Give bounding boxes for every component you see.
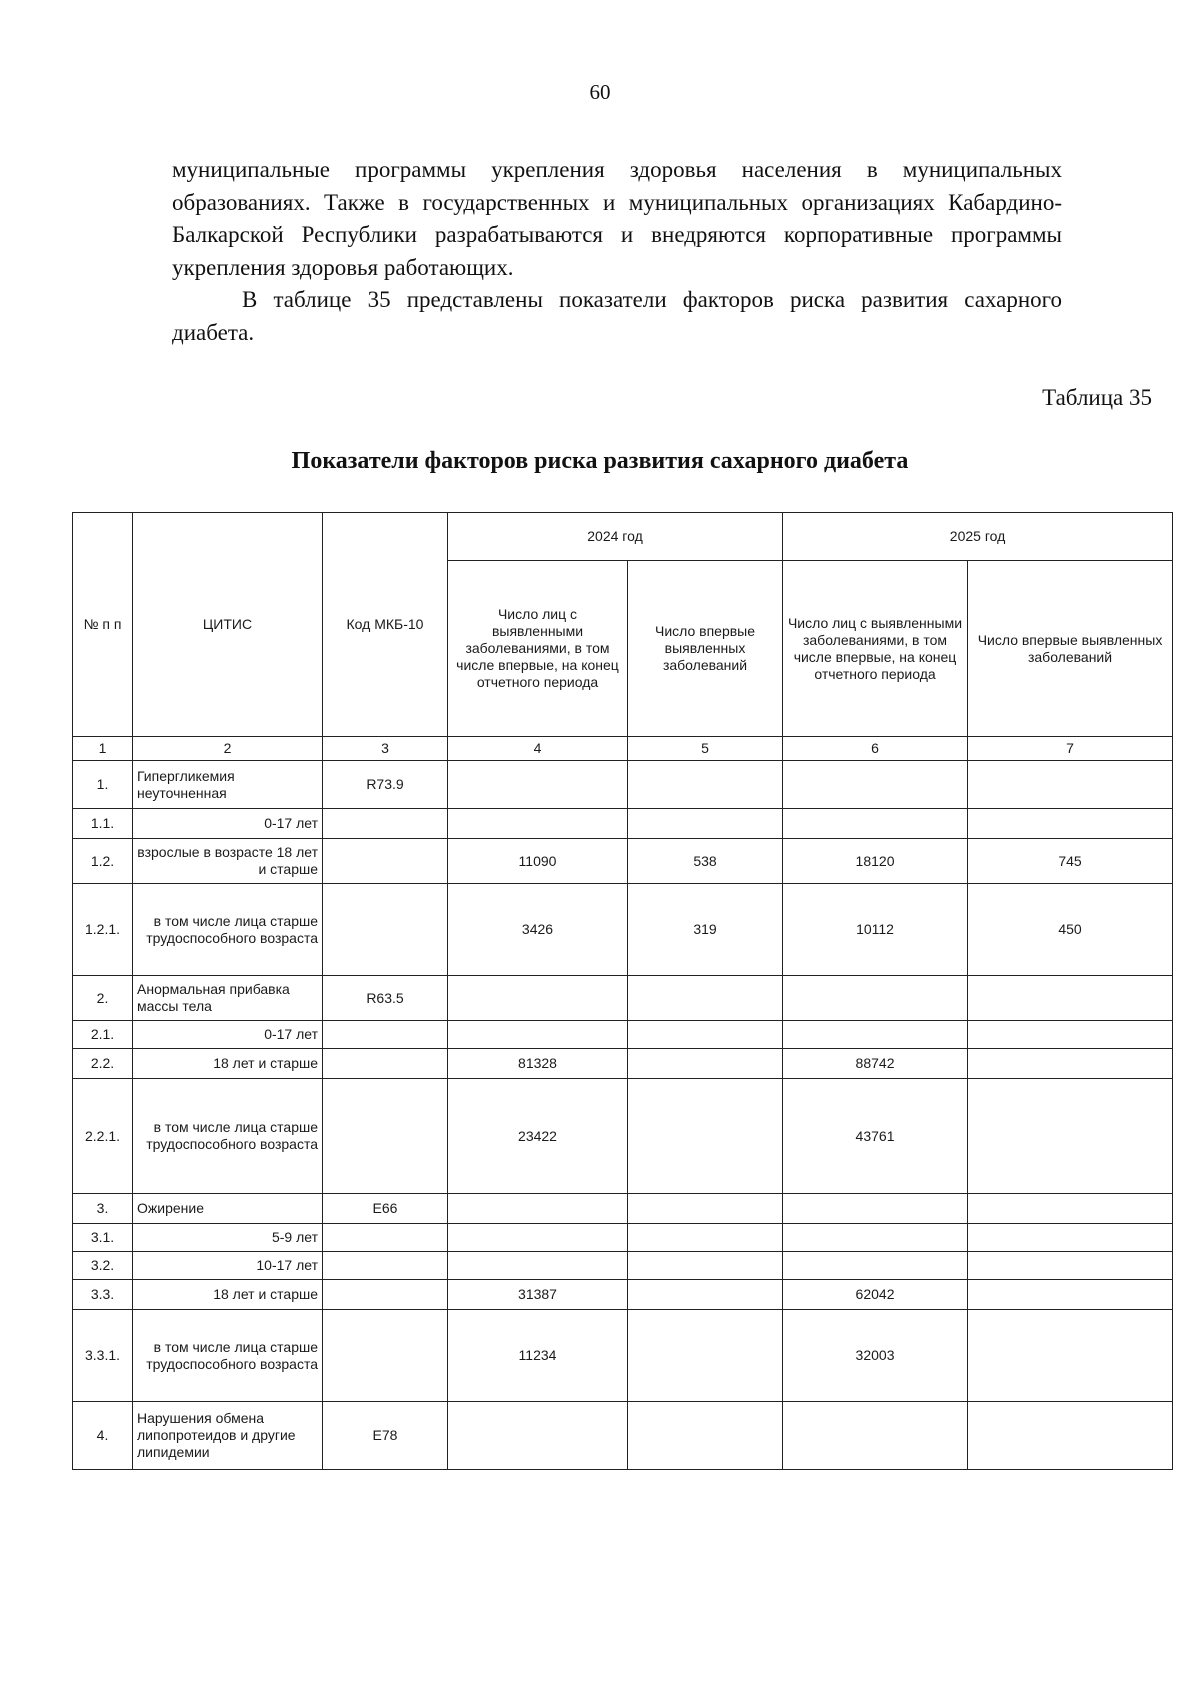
table-row (73, 1280, 1173, 1310)
row-indicator: 18 лет и старше (133, 1049, 323, 1079)
cell-registered-2025 (783, 1194, 968, 1224)
row-icd-code (323, 1252, 448, 1280)
cell-new-cases-2024 (628, 1310, 783, 1402)
column-number: 1 (73, 737, 133, 761)
row-number: 3.1. (73, 1224, 133, 1252)
body-text (172, 154, 1062, 349)
cell-new-cases-2025: 450 (968, 884, 1173, 976)
cell-new-cases-2024 (628, 976, 783, 1021)
row-number: 1.2.1. (73, 884, 133, 976)
cell-new-cases-2025 (968, 1049, 1173, 1079)
cell-new-cases-2025 (968, 761, 1173, 809)
row-icd-code: E66 (323, 1194, 448, 1224)
cell-new-cases-2025: 745 (968, 839, 1173, 884)
cell-registered-2024 (448, 1224, 628, 1252)
row-indicator: 18 лет и старше (133, 1280, 323, 1310)
table-row (73, 809, 1173, 839)
row-icd-code (323, 1310, 448, 1402)
row-icd-code: E78 (323, 1402, 448, 1470)
table-row (73, 1310, 1173, 1402)
row-number: 2.2.1. (73, 1079, 133, 1194)
cell-registered-2025: 62042 (783, 1280, 968, 1310)
cell-new-cases-2025 (968, 976, 1173, 1021)
row-number: 2.1. (73, 1021, 133, 1049)
header-num: № п п (73, 513, 133, 737)
row-indicator: в том числе лица старше трудоспособного возраста (133, 1310, 323, 1402)
row-indicator: 0-17 лет (133, 1021, 323, 1049)
row-indicator: Гипергликемия неуточненная (133, 761, 323, 809)
cell-new-cases-2025 (968, 1280, 1173, 1310)
cell-new-cases-2025 (968, 809, 1173, 839)
table-row (73, 761, 1173, 809)
cell-registered-2024: 81328 (448, 1049, 628, 1079)
row-number: 3.3. (73, 1280, 133, 1310)
row-icd-code (323, 809, 448, 839)
cell-new-cases-2025 (968, 1021, 1173, 1049)
cell-registered-2024: 11090 (448, 839, 628, 884)
row-number: 3.2. (73, 1252, 133, 1280)
row-number: 3.3.1. (73, 1310, 133, 1402)
header-registered-2024: Число лиц с выявленными заболеваниями, в том числе впервые, на конец отчетного периода (448, 561, 628, 737)
row-indicator: Анормальная прибавка массы тела (133, 976, 323, 1021)
cell-registered-2024 (448, 1252, 628, 1280)
row-icd-code: R73.9 (323, 761, 448, 809)
row-number: 2. (73, 976, 133, 1021)
table-row (73, 1402, 1173, 1470)
header-year-2024: 2024 год (448, 513, 783, 561)
cell-new-cases-2024: 538 (628, 839, 783, 884)
cell-registered-2024 (448, 761, 628, 809)
row-indicator: в том числе лица старше трудоспособного возраста (133, 1079, 323, 1194)
column-number: 2 (133, 737, 323, 761)
header-year-2025: 2025 год (783, 513, 1173, 561)
row-number: 1. (73, 761, 133, 809)
cell-new-cases-2024 (628, 761, 783, 809)
cell-registered-2025: 88742 (783, 1049, 968, 1079)
cell-registered-2025: 32003 (783, 1310, 968, 1402)
table-caption: Таблица 35 (1042, 385, 1152, 410)
header-new-cases-2025: Число впервые выявленных заболеваний (968, 561, 1173, 737)
cell-registered-2024 (448, 1402, 628, 1470)
column-number: 3 (323, 737, 448, 761)
row-indicator: в том числе лица старше трудоспособного возраста (133, 884, 323, 976)
row-icd-code (323, 1021, 448, 1049)
cell-new-cases-2024 (628, 809, 783, 839)
table-row (73, 1049, 1173, 1079)
header-name: ЦИТИС (133, 513, 323, 737)
cell-new-cases-2024 (628, 1252, 783, 1280)
cell-new-cases-2025 (968, 1224, 1173, 1252)
header-new-cases-2024: Число впервые выявленных заболеваний (628, 561, 783, 737)
cell-registered-2024 (448, 1021, 628, 1049)
column-number: 7 (968, 737, 1173, 761)
table-row (73, 1079, 1173, 1194)
column-number: 4 (448, 737, 628, 761)
header-code: Код МКБ-10 (323, 513, 448, 737)
risk-factors-table (72, 512, 1173, 1470)
row-number: 1.2. (73, 839, 133, 884)
cell-new-cases-2025 (968, 1402, 1173, 1470)
cell-registered-2025 (783, 809, 968, 839)
row-number: 2.2. (73, 1049, 133, 1079)
table-row (73, 976, 1173, 1021)
table-row (73, 839, 1173, 884)
column-number: 6 (783, 737, 968, 761)
column-number: 5 (628, 737, 783, 761)
table-row (73, 1194, 1173, 1224)
row-indicator: Ожирение (133, 1194, 323, 1224)
cell-registered-2025 (783, 976, 968, 1021)
cell-new-cases-2024 (628, 1280, 783, 1310)
header-registered-2025: Число лиц с выявленными заболеваниями, в том числе впервые, на конец отчетного периода (783, 561, 968, 737)
row-indicator: Нарушения обмена липопротеидов и другие липидемии (133, 1402, 323, 1470)
cell-registered-2025 (783, 1021, 968, 1049)
row-icd-code (323, 1224, 448, 1252)
cell-new-cases-2024 (628, 1224, 783, 1252)
cell-registered-2025 (783, 761, 968, 809)
row-icd-code: R63.5 (323, 976, 448, 1021)
table-row (73, 1252, 1173, 1280)
cell-registered-2025 (783, 1402, 968, 1470)
cell-registered-2024 (448, 809, 628, 839)
paragraph-2: В таблице 35 представлены показатели факторов риска развития сахарного диабета. (172, 287, 1062, 345)
cell-new-cases-2024 (628, 1079, 783, 1194)
row-indicator: взрослые в возрасте 18 лет и старше (133, 839, 323, 884)
cell-new-cases-2025 (968, 1079, 1173, 1194)
cell-new-cases-2024 (628, 1194, 783, 1224)
cell-registered-2024: 11234 (448, 1310, 628, 1402)
cell-registered-2025: 18120 (783, 839, 968, 884)
table-title: Показатели факторов риска развития сахарного диабета (291, 448, 909, 474)
table-row (73, 1021, 1173, 1049)
table-row (73, 1224, 1173, 1252)
cell-new-cases-2024: 319 (628, 884, 783, 976)
row-icd-code (323, 1049, 448, 1079)
row-icd-code (323, 839, 448, 884)
cell-registered-2024 (448, 976, 628, 1021)
cell-registered-2025: 10112 (783, 884, 968, 976)
cell-new-cases-2025 (968, 1310, 1173, 1402)
row-indicator: 0-17 лет (133, 809, 323, 839)
cell-new-cases-2024 (628, 1402, 783, 1470)
row-icd-code (323, 1079, 448, 1194)
paragraph-1: муниципальные программы укрепления здоровья населения в муниципальных образованиях. Также в государственных и муниципальных организациях Кабардино-Балкарской Республики разрабатываются и внедряются корпоративные программы укрепления здоровья работающих. (172, 157, 1062, 280)
cell-registered-2025: 43761 (783, 1079, 968, 1194)
row-number: 1.1. (73, 809, 133, 839)
cell-new-cases-2025 (968, 1194, 1173, 1224)
row-indicator: 5-9 лет (133, 1224, 323, 1252)
page-number: 60 (589, 80, 611, 104)
cell-registered-2024: 23422 (448, 1079, 628, 1194)
row-icd-code (323, 1280, 448, 1310)
cell-registered-2025 (783, 1252, 968, 1280)
row-number: 3. (73, 1194, 133, 1224)
row-indicator: 10-17 лет (133, 1252, 323, 1280)
cell-registered-2024: 3426 (448, 884, 628, 976)
cell-new-cases-2024 (628, 1049, 783, 1079)
row-icd-code (323, 884, 448, 976)
cell-registered-2025 (783, 1224, 968, 1252)
cell-registered-2024: 31387 (448, 1280, 628, 1310)
table-row (73, 884, 1173, 976)
cell-new-cases-2024 (628, 1021, 783, 1049)
table-body (73, 761, 1173, 1470)
row-number: 4. (73, 1402, 133, 1470)
cell-new-cases-2025 (968, 1252, 1173, 1280)
cell-registered-2024 (448, 1194, 628, 1224)
